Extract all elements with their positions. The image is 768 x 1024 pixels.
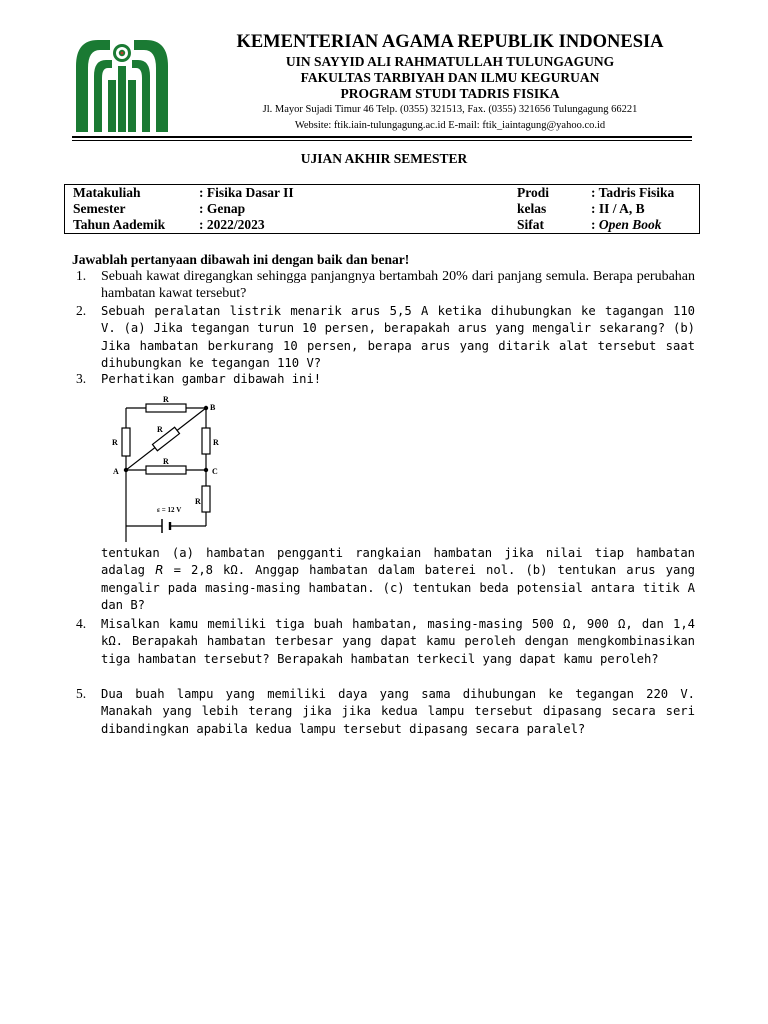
question-5-number: 5. [76,686,87,701]
prodi-label: Prodi [517,185,550,200]
question-1-number: 1. [76,268,87,283]
question-3-body [101,545,695,614]
question-5-text: Dua buah lampu yang memiliki daya yang sama dihubungan ke tegangan 220 V. Manakah yang lebih terang jika jika kedua lampu tersebut dipasang secara seri dibandingkan apabila kedua lampu tersebut dipasang secara paralel? [101,687,695,736]
tahun-label: Tahun Aademik [73,217,166,232]
sifat-prefix: : [591,217,599,232]
header-rule-thin [72,140,692,141]
question-3-body-b: = 2,8 kΩ. Anggap hambatan dalam baterei nol. (b) tentukan arus yang mengalir pada masing-masing hambatan. (c) tentukan beda potensial antara titik A dan B? [101,563,695,612]
question-2-text: Sebuah peralatan listrik menarik arus 5,5 A ketika dihubungkan ke tagangan 110 V. (a) Jika tegangan turun 10 persen, berapakah arus yang mengalir sekarang? (b) Jika hambatan berkurang 10 persen, berapa arus yang ditarik alat tersebut saat dihubungkan ke tegangan 110 V? [101,304,695,370]
kelas-label: kelas [517,201,547,216]
sifat-value-wrap [591,217,662,233]
matakuliah-value: : Fisika Dasar II [199,185,294,200]
semester-value: : Genap [199,201,246,216]
university-logo-icon [72,36,172,132]
label-r-middle: R [163,457,169,466]
question-4-number: 4. [76,616,87,631]
sifat-label: Sifat [517,217,544,232]
semester-label: Semester [73,201,126,216]
sifat-value: Open Book [598,217,662,232]
prodi-value: : Tadris Fisika [591,185,675,200]
program-name: PROGRAM STUDI TADRIS FISIKA [340,86,560,101]
ministry-title: KEMENTERIAN AGAMA REPUBLIK INDONESIA [236,32,664,52]
node-a-label: A [113,467,119,476]
question-2-number: 2. [76,303,87,318]
node-c-label: C [212,467,218,476]
question-4-text: Misalkan kamu memiliki tiga buah hambatan, masing-masing 500 Ω, 900 Ω, dan 1,4 kΩ. Berapakah hambatan terbesar yang dapat kamu peroleh dengan mengkombinasikan tiga hambatan tersebut? Berapakah hambatan terkecil yang dapat kamu peroleh? [101,617,695,666]
question-3-variable-r: R [155,563,164,578]
label-r-diagonal: R [157,425,163,434]
header-rule-thick [72,136,692,138]
university-name: UIN SAYYID ALI RAHMATULLAH TULUNGAGUNG [285,54,615,69]
question-3-body-a: tentukan (a) hambatan pengganti rangkaian hambatan jika nilai tiap hambatan adalag [101,546,695,578]
tahun-value: : 2022/2023 [199,217,265,232]
question-1-text: Sebuah kawat diregangkan sehingga panjangnya bertambah 20% dari panjang semula. Berapa perubahan hambatan kawat tersebut? [101,269,695,301]
contact-line: Website: ftik.iain-tulungagung.ac.id E-mail: ftik_iaintagung@yahoo.co.id [294,120,606,131]
label-r-right: R [213,438,219,447]
node-b-label: B [210,403,216,412]
emf-label: ε = 12 V [157,506,182,514]
circuit-diagram [110,392,230,542]
label-r-left: R [112,438,118,447]
question-3-text: Perhatikan gambar dibawah ini! [101,372,322,386]
instruction: Jawablah pertanyaan dibawah ini dengan baik dan benar! [72,252,410,267]
course-info-box [64,184,700,234]
kelas-value: : II / A, B [591,201,645,216]
faculty-name: FAKULTAS TARBIYAH DAN ILMU KEGURUAN [300,70,600,85]
address-line: Jl. Mayor Sujadi Timur 46 Telp. (0355) 321513, Fax. (0355) 321656 Tulungagung 66221 [262,104,638,115]
exam-title: UJIAN AKHIR SEMESTER [300,151,468,166]
question-3-number: 3. [76,371,87,386]
label-r-top: R [163,395,169,404]
label-r-bottom: R [195,497,201,506]
matakuliah-label: Matakuliah [73,185,141,200]
